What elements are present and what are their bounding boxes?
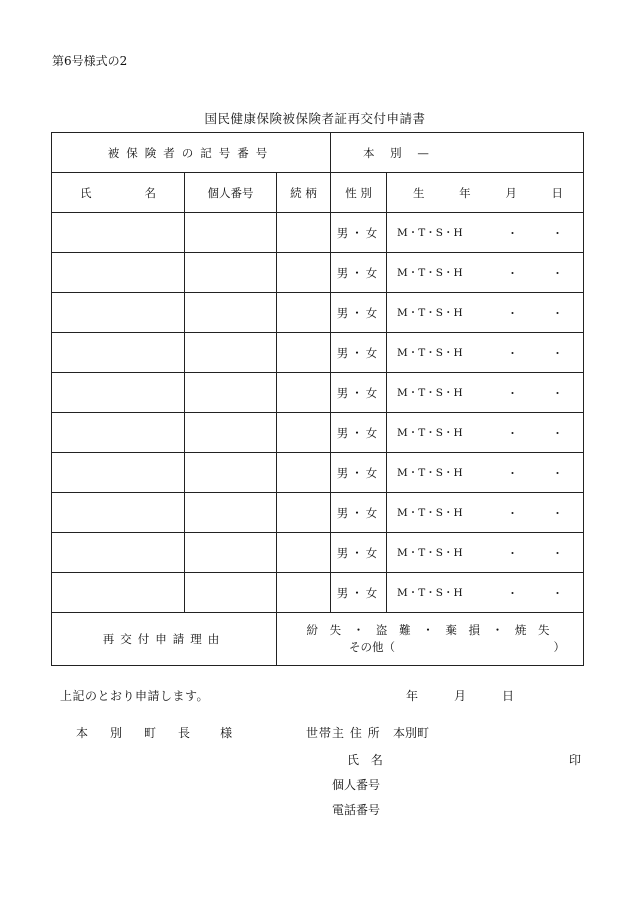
relationship-cell[interactable]: [277, 253, 331, 293]
my-number-cell[interactable]: [185, 213, 277, 253]
date-year-label: 年: [406, 689, 419, 703]
name-cell[interactable]: [52, 373, 185, 413]
reason-options: 紛 失 ・ 盗 難 ・ 棄 損 ・ 焼 失: [306, 623, 554, 637]
sex-options: 男・女: [336, 305, 381, 320]
reason-row: [52, 613, 584, 666]
my-number-cell[interactable]: [185, 533, 277, 573]
birth-date-cell[interactable]: [387, 453, 584, 493]
date-separator: ・: [552, 426, 564, 440]
date-separator: ・: [507, 226, 519, 240]
name-header-given: 名: [144, 185, 156, 200]
birth-date-cell[interactable]: [387, 333, 584, 373]
relationship-cell[interactable]: [277, 213, 331, 253]
birth-header-year: 年: [459, 185, 471, 200]
date-separators: [507, 265, 563, 281]
birth-date-cell[interactable]: [387, 253, 584, 293]
mayor-char: 様: [220, 726, 233, 740]
era-options: M・T・S・H: [397, 586, 463, 599]
table-row: [52, 213, 584, 253]
sex-options: 男・女: [336, 505, 381, 520]
date-separator: ・: [507, 426, 519, 440]
relationship-cell[interactable]: [277, 453, 331, 493]
my-number-cell[interactable]: [185, 413, 277, 453]
application-date[interactable]: [406, 687, 514, 704]
name-cell[interactable]: [52, 213, 185, 253]
sex-cell[interactable]: [331, 213, 387, 253]
sex-cell[interactable]: [331, 293, 387, 333]
my-number-cell[interactable]: [185, 573, 277, 613]
birth-date-cell[interactable]: [387, 373, 584, 413]
mayor-char: 長: [178, 726, 191, 740]
date-separators: [507, 305, 563, 321]
sex-options: 男・女: [336, 425, 381, 440]
reason-label: 再交付申請理由: [52, 613, 277, 666]
sex-options: 男・女: [336, 585, 381, 600]
table-row: [52, 253, 584, 293]
date-separator: ・: [507, 586, 519, 600]
date-separators: [507, 345, 563, 361]
date-separators: [507, 225, 563, 241]
birth-header-day: 日: [551, 185, 563, 200]
name-cell[interactable]: [52, 413, 185, 453]
era-options: M・T・S・H: [397, 426, 463, 439]
date-separator: ・: [507, 346, 519, 360]
my-number-cell[interactable]: [185, 293, 277, 333]
birth-header-label: 生: [413, 185, 425, 200]
birth-date-cell[interactable]: [387, 213, 584, 253]
relationship-cell[interactable]: [277, 533, 331, 573]
my-number-cell[interactable]: [185, 333, 277, 373]
name-cell[interactable]: [52, 333, 185, 373]
date-separator: ・: [552, 466, 564, 480]
birth-date-cell[interactable]: [387, 293, 584, 333]
sex-options: 男・女: [336, 345, 381, 360]
date-separator: ・: [552, 306, 564, 320]
name-cell[interactable]: [52, 533, 185, 573]
sex-options: 男・女: [336, 265, 381, 280]
sex-cell[interactable]: [331, 493, 387, 533]
name-cell[interactable]: [52, 493, 185, 533]
application-table: [51, 132, 584, 666]
name-cell[interactable]: [52, 573, 185, 613]
era-options: M・T・S・H: [397, 386, 463, 399]
my-number-cell[interactable]: [185, 373, 277, 413]
era-options: M・T・S・H: [397, 506, 463, 519]
birth-date-cell[interactable]: [387, 533, 584, 573]
date-separator: ・: [552, 226, 564, 240]
era-options: M・T・S・H: [397, 346, 463, 359]
sex-options: 男・女: [336, 225, 381, 240]
sex-cell[interactable]: [331, 253, 387, 293]
sex-cell[interactable]: [331, 373, 387, 413]
relationship-cell[interactable]: [277, 573, 331, 613]
name-cell[interactable]: [52, 453, 185, 493]
date-separator: ・: [507, 466, 519, 480]
date-separator: ・: [507, 266, 519, 280]
date-separator: ・: [507, 506, 519, 520]
table-row: [52, 373, 584, 413]
reason-other-close: ）: [553, 640, 566, 654]
birth-header: [387, 173, 584, 213]
date-separator: ・: [507, 386, 519, 400]
date-separator: ・: [552, 586, 564, 600]
householder-phone-label: 電話番号: [332, 803, 381, 817]
relationship-cell[interactable]: [277, 333, 331, 373]
form-id: 第6号様式の2: [52, 54, 128, 68]
seal-mark: 印: [569, 753, 582, 767]
mayor-char: 別: [110, 726, 123, 740]
era-options: M・T・S・H: [397, 546, 463, 559]
application-statement: 上記のとおり申請します。: [60, 689, 210, 703]
relationship-cell[interactable]: [277, 293, 331, 333]
my-number-cell[interactable]: [185, 493, 277, 533]
date-separators: [507, 585, 563, 601]
date-separators: [507, 545, 563, 561]
date-separator: ・: [507, 546, 519, 560]
name-cell[interactable]: [52, 293, 185, 333]
sex-options: 男・女: [336, 545, 381, 560]
date-separators: [507, 385, 563, 401]
table-row: [52, 293, 584, 333]
date-separator: ・: [552, 266, 564, 280]
relationship-cell[interactable]: [277, 413, 331, 453]
mayor-char: 本: [76, 726, 89, 740]
insured-number-label: 被保険者の記号番号: [52, 133, 331, 173]
table-row: [52, 453, 584, 493]
sex-cell[interactable]: [331, 413, 387, 453]
name-header-family: 氏: [80, 185, 92, 200]
era-options: M・T・S・H: [397, 226, 463, 239]
date-separator: ・: [507, 306, 519, 320]
date-separator: ・: [552, 506, 564, 520]
era-options: M・T・S・H: [397, 306, 463, 319]
householder-address-label: 世帯主 住 所: [306, 726, 381, 740]
sex-options: 男・女: [336, 385, 381, 400]
sex-cell[interactable]: [331, 333, 387, 373]
reason-options-cell[interactable]: [277, 613, 584, 666]
honbetsu-label: 本 別 —: [331, 133, 584, 173]
table-row: [52, 573, 584, 613]
relationship-cell[interactable]: [277, 373, 331, 413]
date-separators: [507, 465, 563, 481]
table-row: [52, 413, 584, 453]
header-row-columns: [52, 173, 584, 213]
era-options: M・T・S・H: [397, 466, 463, 479]
my-number-cell[interactable]: [185, 453, 277, 493]
householder-name-label: 氏 名: [347, 753, 387, 767]
table-row: [52, 533, 584, 573]
householder-town[interactable]: 本別町: [393, 726, 430, 740]
date-separators: [507, 505, 563, 521]
sex-cell[interactable]: [331, 453, 387, 493]
addressee-mayor: [76, 724, 232, 741]
table-row: [52, 333, 584, 373]
era-options: M・T・S・H: [397, 266, 463, 279]
birth-header-month: 月: [505, 185, 517, 200]
date-separator: ・: [552, 386, 564, 400]
householder-my-number-label: 個人番号: [332, 778, 381, 792]
date-separator: ・: [552, 346, 564, 360]
sex-cell[interactable]: [331, 573, 387, 613]
mayor-char: 町: [144, 726, 157, 740]
date-separator: ・: [552, 546, 564, 560]
date-separators: [507, 425, 563, 441]
name-header: [52, 173, 185, 213]
birth-date-cell[interactable]: [387, 413, 584, 453]
relationship-cell[interactable]: [277, 493, 331, 533]
table-row: [52, 493, 584, 533]
sex-header: 性 別: [331, 173, 387, 213]
name-cell[interactable]: [52, 253, 185, 293]
birth-date-cell[interactable]: [387, 493, 584, 533]
header-row-number: [52, 133, 584, 173]
birth-date-cell[interactable]: [387, 573, 584, 613]
document-title: 国民健康保険被保険者証再交付申請書: [204, 111, 426, 126]
my-number-header: 個人番号: [185, 173, 277, 213]
sex-cell[interactable]: [331, 533, 387, 573]
relationship-header: 続 柄: [277, 173, 331, 213]
sex-options: 男・女: [336, 465, 381, 480]
date-month-label: 月: [454, 689, 467, 703]
reason-other: その他（: [349, 640, 395, 654]
date-day-label: 日: [502, 689, 515, 703]
my-number-cell[interactable]: [185, 253, 277, 293]
